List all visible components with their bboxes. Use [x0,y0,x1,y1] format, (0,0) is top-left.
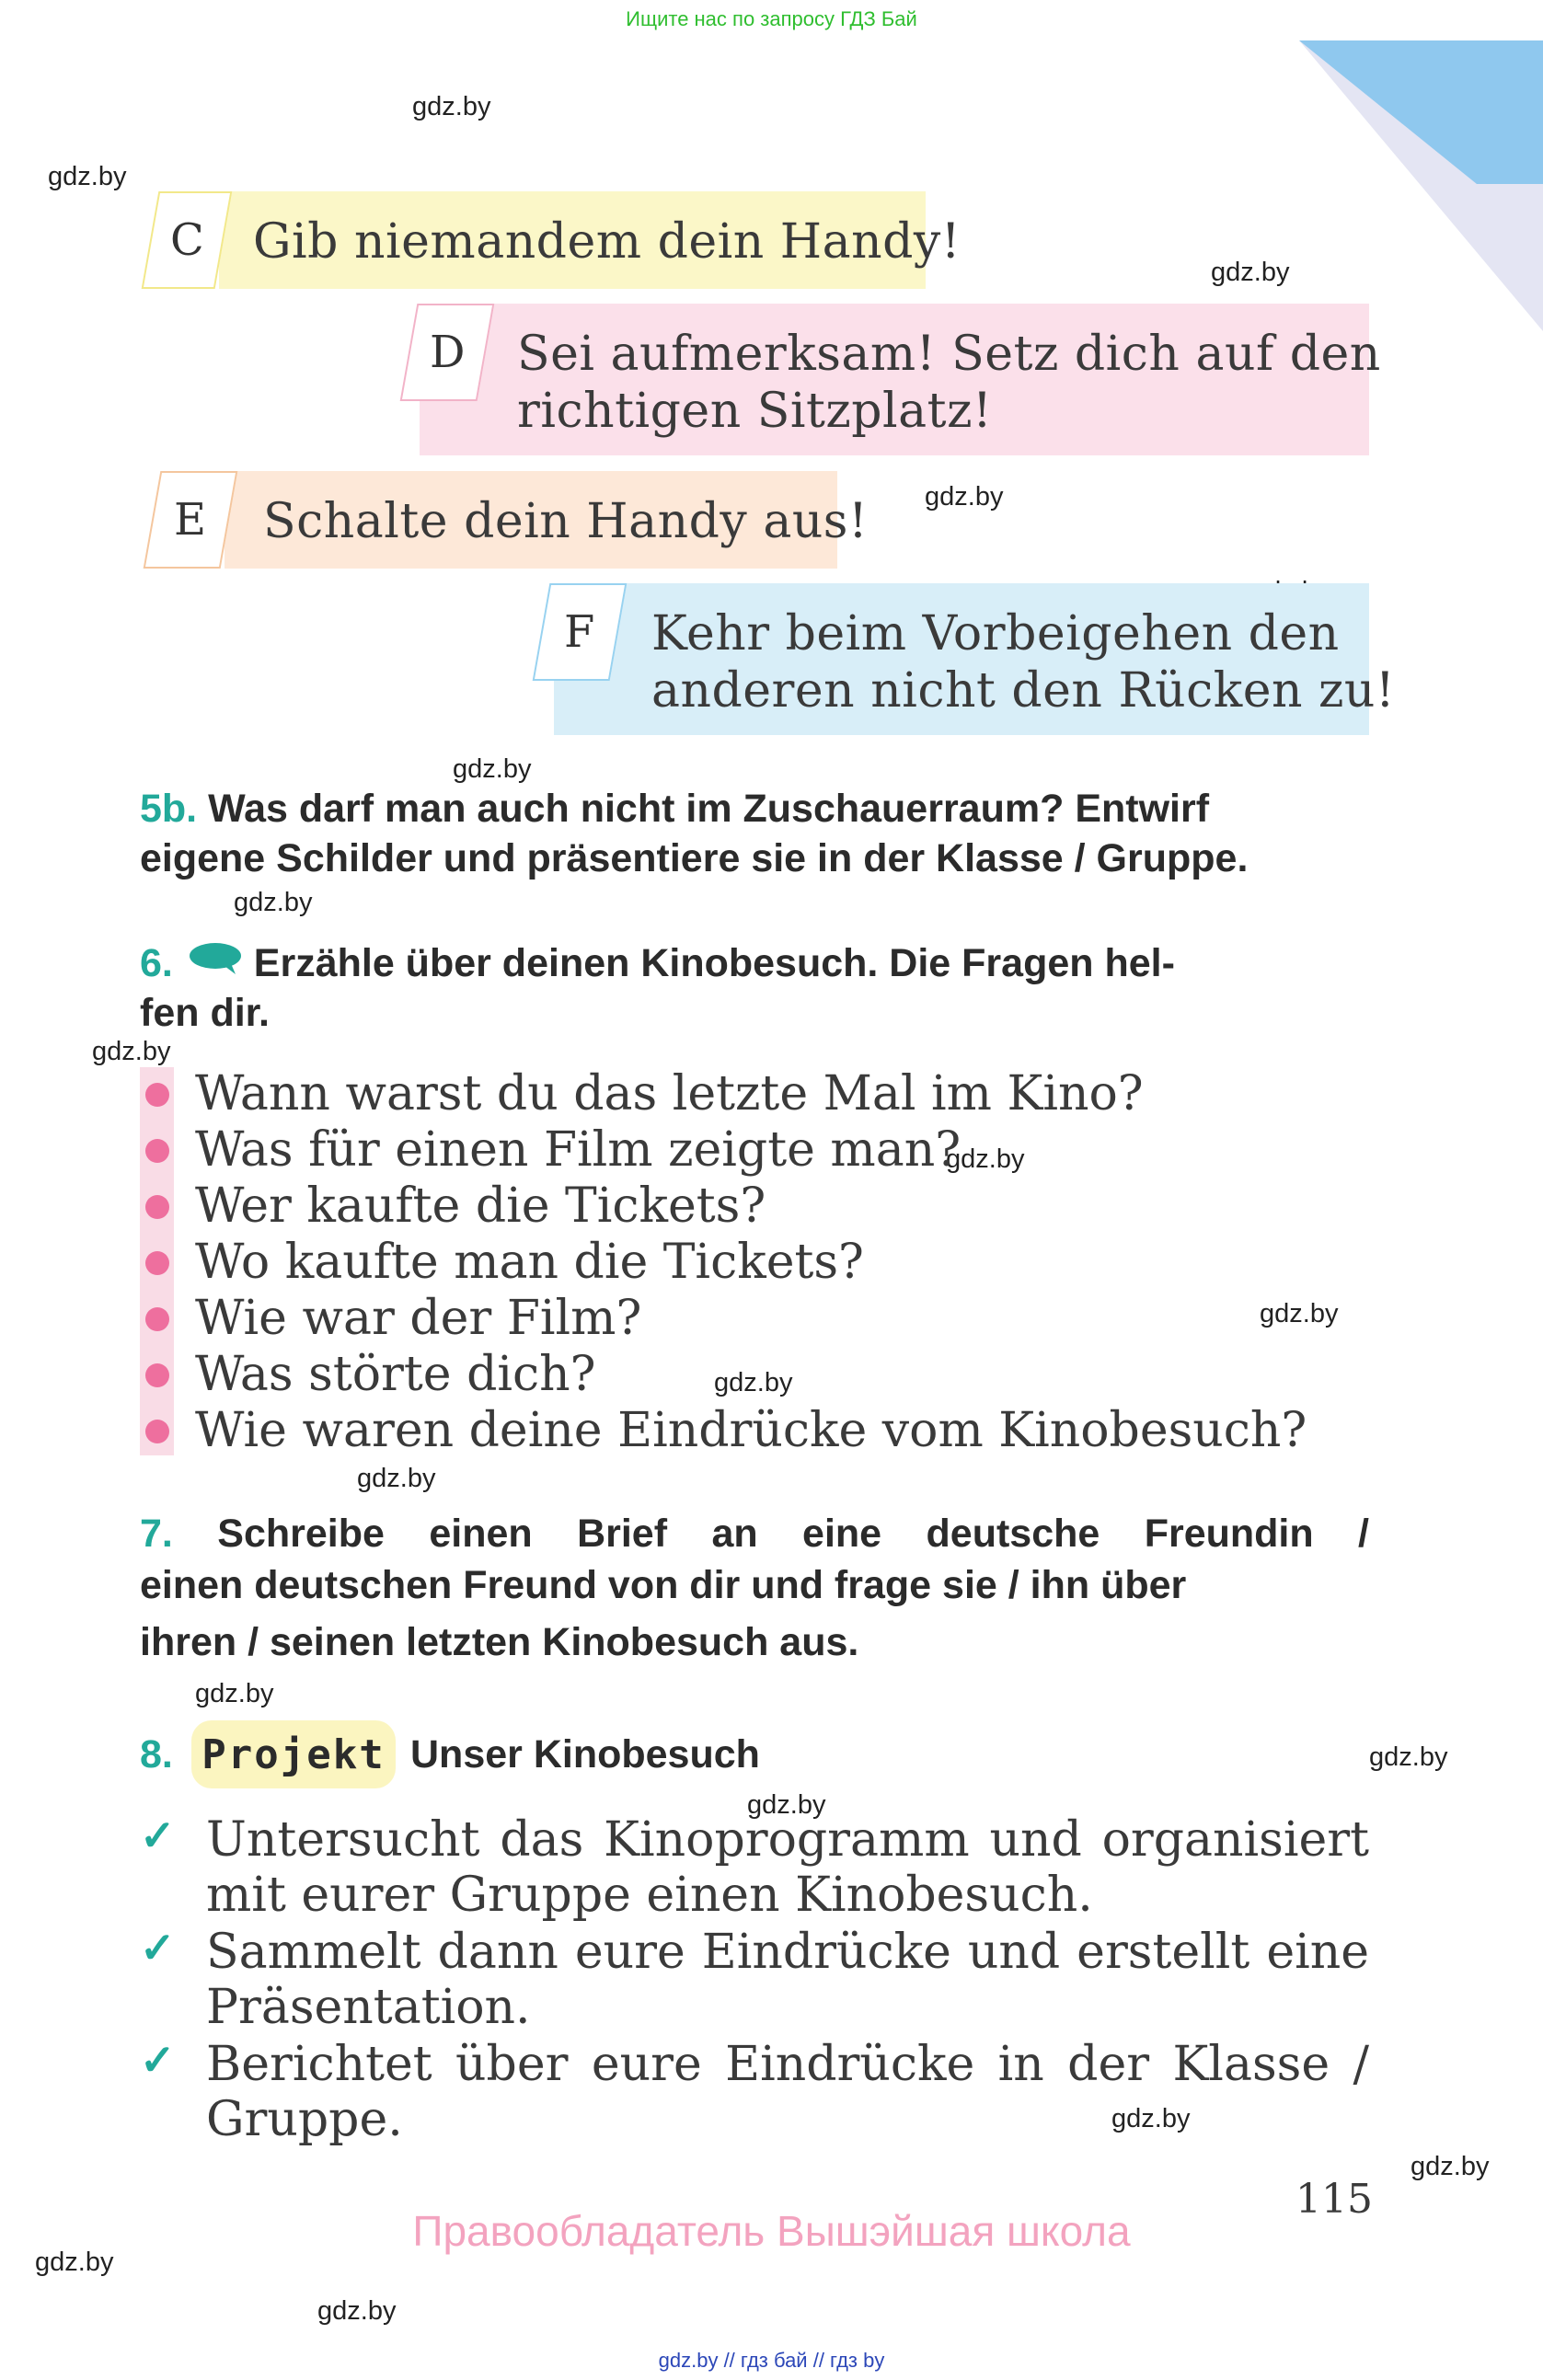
corner-decoration [1270,0,1543,331]
watermark: gdz.by [747,1790,826,1820]
watermark: gdz.by [357,1464,436,1493]
watermark: gdz.by [317,2296,397,2326]
check-icon: ✓ [140,1811,176,1859]
sign-f-line-1: Kehr beim Vorbeigehen den [651,606,1340,661]
task-5b-line-2: eigene Schilder und präsentiere sie in der Klasse / Gruppe. [140,836,1249,880]
watermark: gdz.by [714,1368,793,1397]
question-item: Wie war der Film? [195,1291,642,1346]
sign-d-line-2: richtigen Sitzplatz! [517,384,993,439]
task-6-line-2: fen dir. [140,991,270,1035]
task-6-number: 6. [140,941,173,985]
task-7-line-3: ihren / seinen letzten Kinobesuch aus. [140,1620,859,1664]
watermark: gdz.by [1411,2152,1490,2181]
projekt-item-3-line-1: Berichtet über eure Eindrücke in der Klasse / [206,2037,1369,2092]
watermark: gdz.by [946,1144,1025,1174]
question-item: Wie waren deine Eindrücke vom Kinobesuch? [195,1403,1307,1458]
watermark: gdz.by [1211,258,1290,287]
task-7-line-1 [140,1509,1369,1558]
task-7-number: 7. [140,1512,173,1556]
bullet-icon [145,1363,169,1387]
bullet-icon [145,1139,169,1163]
sign-e-letter: E [144,471,238,569]
sign-f-letter: F [533,583,628,681]
sign-d-line-1: Sei aufmerksam! Setz dich auf den [517,327,1381,382]
bullet-icon [145,1195,169,1219]
watermark: gdz.by [412,92,491,121]
task-5b-number: 5b. [140,787,198,831]
sign-c-text: Gib niemandem dein Handy! [253,214,961,270]
page-number: 115 [1295,2176,1373,2223]
speech-bubble-icon [184,941,243,974]
watermark: gdz.by [1369,1742,1448,1772]
projekt-item-1-line-1: Untersucht das Kinoprogramm und organisiert [206,1812,1369,1868]
sign-e-text: Schalte dein Handy aus! [263,494,869,549]
watermark: gdz.by [195,1679,274,1708]
watermark: gdz.by [1260,1299,1339,1328]
projekt-item-2-line-2: Präsentation. [206,1980,531,2035]
watermark: gdz.by [925,482,1004,512]
question-item: Wo kaufte man die Tickets? [195,1235,864,1290]
bullet-icon [145,1420,169,1443]
watermark: gdz.by [48,162,127,191]
copyright-owner: Правообладатель Вышэйшая школа [412,2207,1131,2255]
watermark: gdz.by [234,888,313,917]
question-item: Wann warst du das letzte Mal im Kino? [195,1066,1144,1121]
bullet-icon [145,1251,169,1275]
question-item: Was für einen Film zeigte man? [195,1122,961,1178]
watermark: gdz.by [92,1037,171,1066]
task-7-line-2: einen deutschen Freund von dir und frage sie / ihn über [140,1563,1187,1607]
question-item: Was störte dich? [195,1347,596,1402]
task-5b-line-1 [140,784,1209,834]
task-5b-text: Was darf man auch nicht im Zuschauerraum? Entwirf [208,787,1210,831]
watermark: gdz.by [1111,2104,1191,2133]
task-8-title: Unser Kinobesuch [410,1732,760,1776]
sign-d-letter: D [400,304,495,401]
task-8-number: 8. [140,1732,173,1776]
sign-c-letter: C [142,191,233,289]
task-7-text: Schreibe einen Brief an eine deutsche Freundin / [217,1512,1369,1556]
watermark: gdz.by [453,754,532,784]
projekt-badge: Projekt [191,1720,396,1788]
projekt-item-3-line-2: Gruppe. [206,2092,403,2147]
projekt-item-2-line-1: Sammelt dann eure Eindrücke und erstellt eine [206,1925,1369,1980]
sign-f-line-2: anderen nicht den Rücken zu! [651,663,1396,719]
check-icon: ✓ [140,1924,176,1972]
top-banner: Ищите нас по запросу ГДЗ Бай [626,7,917,30]
watermark: gdz.by [35,2248,114,2277]
bullet-icon [145,1083,169,1107]
footer-links[interactable]: gdz.by // гдз бай // гдз by [658,2349,885,2372]
task-6-text: Erzähle über deinen Kinobesuch. Die Fragen hel- [253,941,1175,985]
bullet-icon [145,1307,169,1331]
projekt-item-1-line-2: mit eurer Gruppe einen Kinobesuch. [206,1868,1093,1923]
task-6-line-1 [140,938,1175,988]
check-icon: ✓ [140,2036,176,2084]
question-item: Wer kaufte die Tickets? [195,1179,766,1234]
